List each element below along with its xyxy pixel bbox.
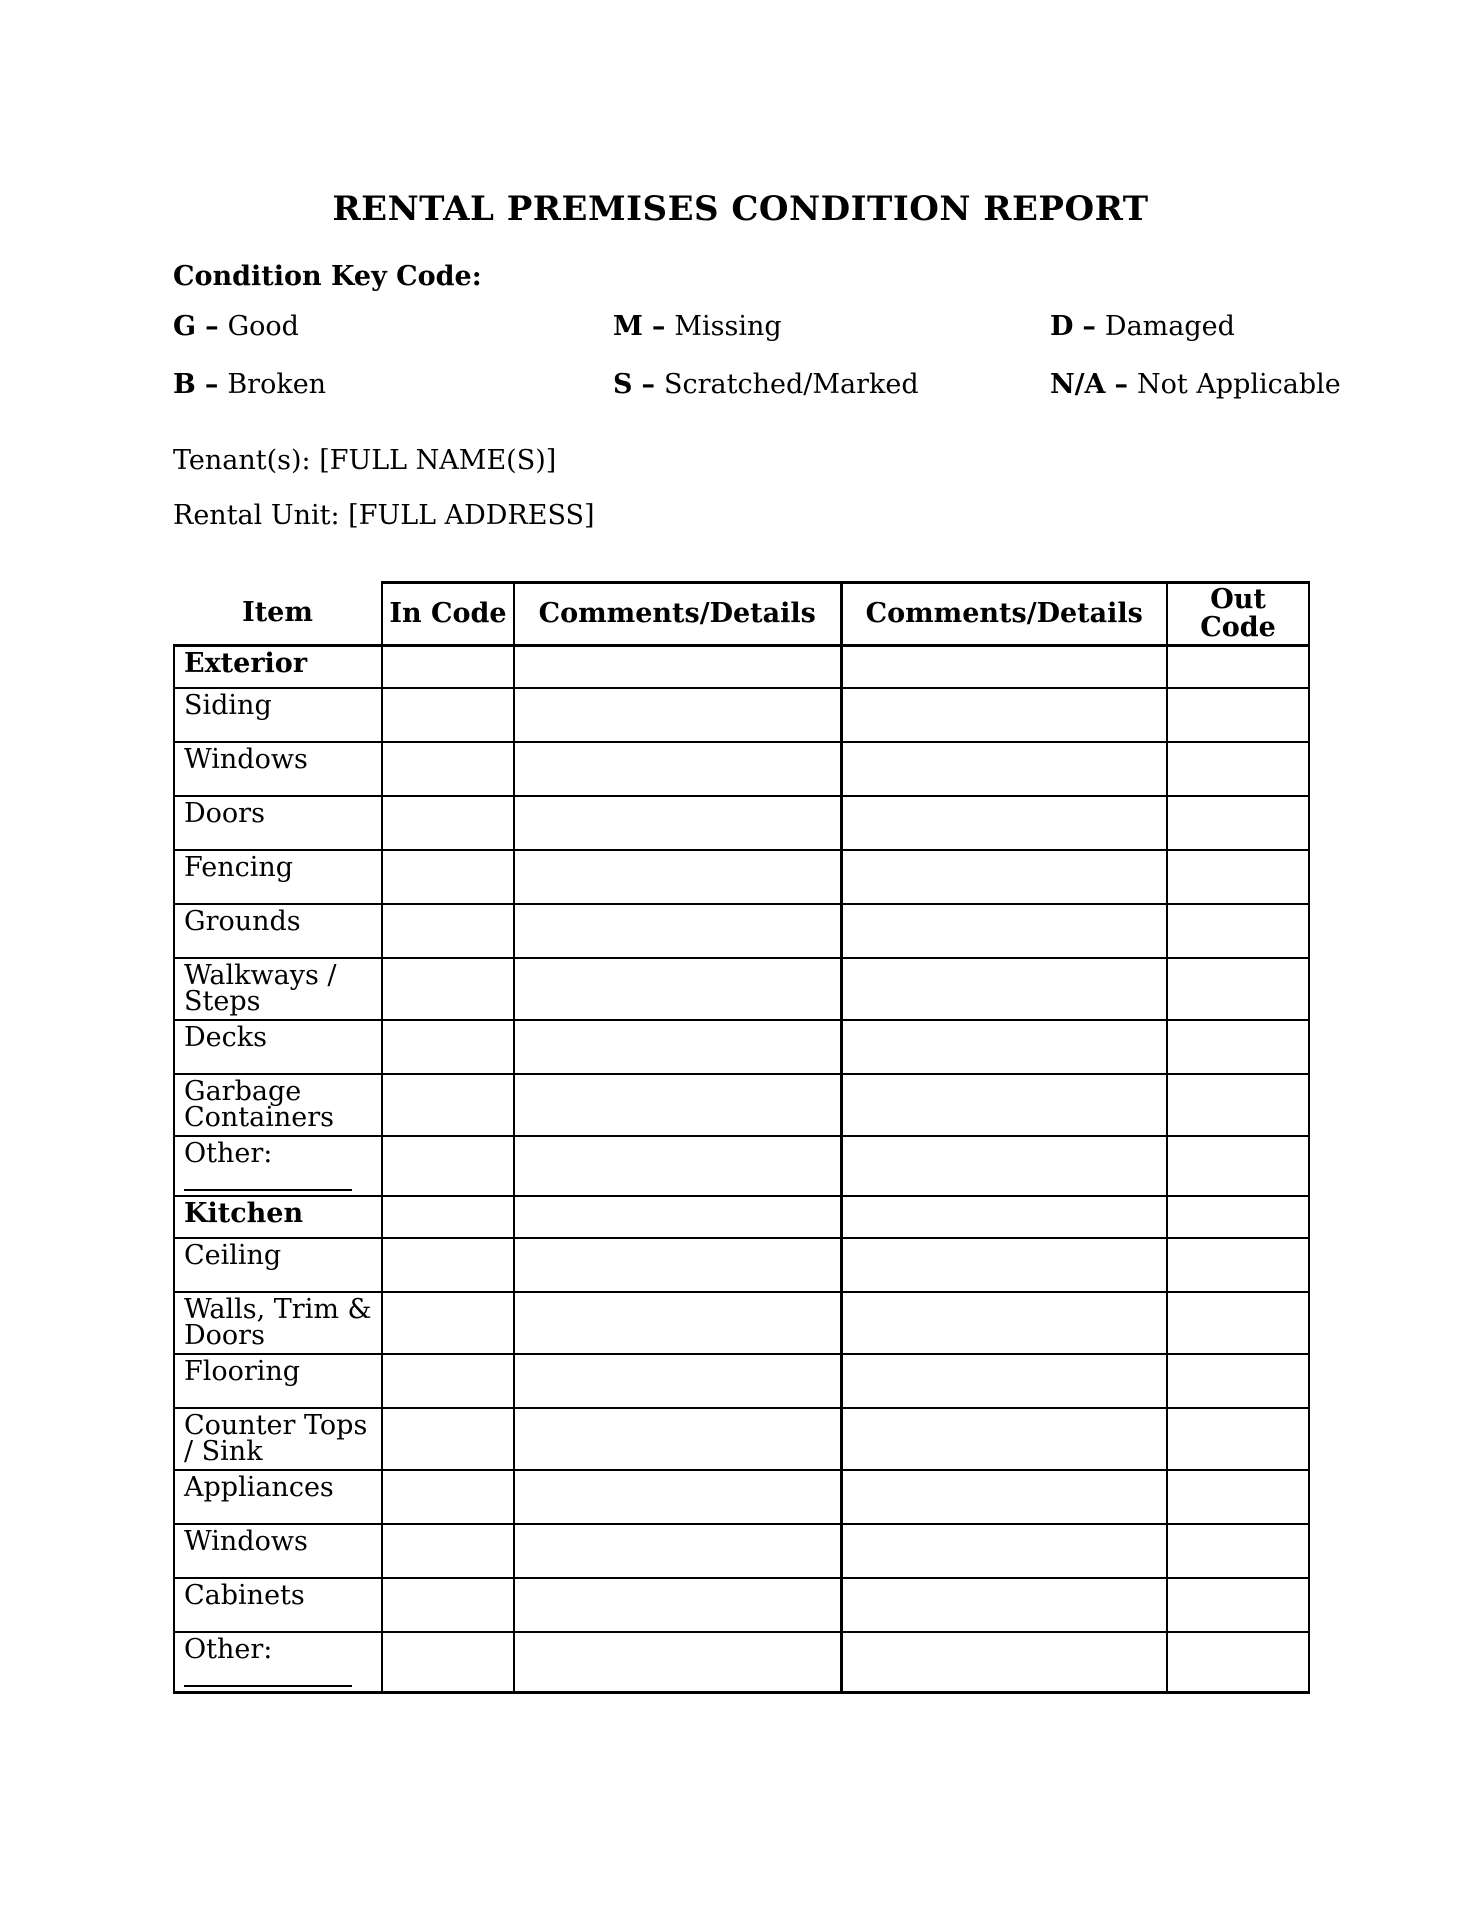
item-cell — [174, 1136, 382, 1196]
out-code-cell — [1167, 1524, 1309, 1578]
key-code-entry — [173, 312, 613, 342]
in-code-cell — [382, 1196, 514, 1238]
out-code-cell — [1167, 1578, 1309, 1632]
comments-out-cell — [841, 742, 1167, 796]
item-cell — [174, 1020, 382, 1074]
key-code-letter: S — [613, 369, 633, 400]
key-code-label: Good — [227, 311, 299, 342]
in-code-cell — [382, 904, 514, 958]
item-label: Garbage Containers — [184, 1075, 335, 1133]
key-code-dash: – — [204, 369, 219, 400]
table-row — [174, 1578, 1309, 1632]
in-code-cell — [382, 1074, 514, 1136]
comments-out-cell — [841, 1196, 1167, 1238]
out-code-cell — [1167, 646, 1309, 688]
document-title: RENTAL PREMISES CONDITION REPORT — [332, 189, 1149, 229]
item-cell — [174, 1578, 382, 1632]
comments-in-cell — [514, 1020, 841, 1074]
out-code-cell — [1167, 796, 1309, 850]
item-cell — [174, 1196, 382, 1238]
comments-in-cell — [514, 1578, 841, 1632]
table-row — [174, 646, 1309, 688]
item-cell — [174, 1524, 382, 1578]
out-code-cell — [1167, 1292, 1309, 1354]
key-code-dash: – — [1114, 369, 1128, 400]
table-row — [174, 1354, 1309, 1408]
in-code-cell — [382, 1470, 514, 1524]
comments-out-cell — [841, 1074, 1167, 1136]
in-code-cell — [382, 958, 514, 1020]
in-code-cell — [382, 1292, 514, 1354]
item-label: Walls, Trim & Doors — [184, 1293, 372, 1351]
tenants-line: Tenant(s): [FULL NAME(S)] — [173, 445, 557, 476]
document-content — [173, 0, 1341, 1694]
comments-out-cell — [841, 1408, 1167, 1470]
out-code-cell — [1167, 1238, 1309, 1292]
key-code-dash: – — [641, 369, 655, 400]
in-code-cell — [382, 688, 514, 742]
table-row — [174, 958, 1309, 1020]
comments-in-cell — [514, 1292, 841, 1354]
item-cell — [174, 1354, 382, 1408]
item-cell — [174, 958, 382, 1020]
item-label: Siding — [184, 689, 272, 721]
comments-out-cell — [841, 1354, 1167, 1408]
comments-in-cell — [514, 1632, 841, 1693]
item-cell — [174, 796, 382, 850]
in-code-cell — [382, 1632, 514, 1693]
key-code-heading: Condition Key Code: — [173, 261, 482, 292]
item-cell — [174, 1074, 382, 1136]
comments-in-cell — [514, 850, 841, 904]
in-code-cell — [382, 1578, 514, 1632]
item-label: Cabinets — [184, 1579, 305, 1611]
key-code-entry — [613, 370, 1050, 400]
key-code-dash: – — [205, 311, 219, 342]
comments-out-cell — [841, 850, 1167, 904]
key-code-label: Missing — [674, 311, 782, 342]
item-cell — [174, 1408, 382, 1470]
item-label: Counter Tops / Sink — [184, 1409, 368, 1467]
item-label: Windows — [184, 1525, 308, 1557]
item-label: Fencing — [184, 851, 294, 883]
in-code-cell — [382, 1354, 514, 1408]
item-cell — [174, 646, 382, 688]
item-label: Ceiling — [184, 1239, 282, 1271]
comments-out-cell — [841, 1578, 1167, 1632]
in-code-cell — [382, 742, 514, 796]
table-row — [174, 1470, 1309, 1524]
out-code-cell — [1167, 904, 1309, 958]
key-code-dash: – — [651, 311, 666, 342]
table-row — [174, 796, 1309, 850]
comments-in-cell — [514, 1136, 841, 1196]
key-code-label: Not Applicable — [1137, 369, 1341, 400]
item-cell — [174, 1470, 382, 1524]
column-header-out-code: Out Code — [1167, 583, 1309, 646]
key-code-letter: D — [1050, 311, 1074, 342]
out-code-cell — [1167, 1074, 1309, 1136]
in-code-cell — [382, 796, 514, 850]
table-row — [174, 1632, 1309, 1693]
out-code-cell — [1167, 688, 1309, 742]
item-label: Flooring — [184, 1355, 301, 1387]
comments-in-cell — [514, 796, 841, 850]
table-row — [174, 1196, 1309, 1238]
comments-out-cell — [841, 1470, 1167, 1524]
in-code-cell — [382, 646, 514, 688]
key-code-entry — [1050, 370, 1341, 400]
item-label: Decks — [184, 1021, 267, 1053]
comments-in-cell — [514, 1196, 841, 1238]
in-code-cell — [382, 1524, 514, 1578]
column-header-item: Item — [174, 583, 382, 646]
item-label: Other: — [184, 1633, 273, 1665]
column-header-comments-in: Comments/Details — [514, 583, 841, 646]
table-row — [174, 1238, 1309, 1292]
out-code-cell — [1167, 1136, 1309, 1196]
table-header-row — [174, 583, 1309, 646]
comments-out-cell — [841, 958, 1167, 1020]
item-cell — [174, 1238, 382, 1292]
key-code-entry — [613, 312, 1050, 342]
item-cell — [174, 904, 382, 958]
comments-out-cell — [841, 1292, 1167, 1354]
comments-out-cell — [841, 688, 1167, 742]
in-code-cell — [382, 1136, 514, 1196]
comments-out-cell — [841, 904, 1167, 958]
table-row — [174, 742, 1309, 796]
out-code-cell — [1167, 1408, 1309, 1470]
comments-in-cell — [514, 688, 841, 742]
item-label: Exterior — [184, 648, 308, 679]
key-code-label: Broken — [227, 369, 327, 400]
item-cell — [174, 688, 382, 742]
item-label: Appliances — [184, 1471, 334, 1503]
key-code-letter: G — [173, 311, 197, 342]
out-code-cell — [1167, 850, 1309, 904]
key-code-label: Scratched/Marked — [664, 369, 919, 400]
comments-out-cell — [841, 1524, 1167, 1578]
table-row — [174, 1136, 1309, 1196]
out-code-cell — [1167, 1020, 1309, 1074]
in-code-cell — [382, 850, 514, 904]
comments-in-cell — [514, 646, 841, 688]
table-row — [174, 850, 1309, 904]
comments-in-cell — [514, 742, 841, 796]
key-code-letter: B — [173, 369, 196, 400]
comments-in-cell — [514, 1238, 841, 1292]
column-header-comments-out: Comments/Details — [841, 583, 1167, 646]
comments-out-cell — [841, 1238, 1167, 1292]
out-code-cell — [1167, 1470, 1309, 1524]
item-label: Grounds — [184, 905, 301, 937]
out-code-cell — [1167, 742, 1309, 796]
key-code-letter: M — [613, 311, 643, 342]
key-code-entry — [173, 370, 613, 400]
item-label: Windows — [184, 743, 308, 775]
key-code-entry — [1050, 312, 1341, 342]
out-code-cell — [1167, 1354, 1309, 1408]
column-header-in-code: In Code — [382, 583, 514, 646]
comments-out-cell — [841, 1136, 1167, 1196]
comments-in-cell — [514, 1074, 841, 1136]
item-cell — [174, 1632, 382, 1693]
out-code-cell — [1167, 1196, 1309, 1238]
comments-in-cell — [514, 1470, 841, 1524]
write-in-blank-line — [184, 1663, 352, 1687]
comments-out-cell — [841, 646, 1167, 688]
comments-out-cell — [841, 1020, 1167, 1074]
rental-unit-line: Rental Unit: [FULL ADDRESS] — [173, 500, 595, 531]
comments-in-cell — [514, 1354, 841, 1408]
item-label: Other: — [184, 1137, 273, 1169]
comments-in-cell — [514, 904, 841, 958]
in-code-cell — [382, 1408, 514, 1470]
table-row — [174, 688, 1309, 742]
table-row — [174, 904, 1309, 958]
item-label: Walkways / Steps — [184, 959, 337, 1017]
item-cell — [174, 1292, 382, 1354]
key-code-dash: – — [1082, 311, 1096, 342]
item-label: Kitchen — [184, 1197, 304, 1229]
comments-out-cell — [841, 796, 1167, 850]
condition-table-body — [174, 646, 1309, 1693]
key-code-label: Damaged — [1104, 311, 1235, 342]
in-code-cell — [382, 1238, 514, 1292]
table-row — [174, 1524, 1309, 1578]
out-code-cell — [1167, 1632, 1309, 1693]
item-cell — [174, 742, 382, 796]
table-row — [174, 1292, 1309, 1354]
condition-table — [173, 581, 1310, 1694]
comments-in-cell — [514, 1524, 841, 1578]
out-code-cell — [1167, 958, 1309, 1020]
comments-in-cell — [514, 958, 841, 1020]
key-code-legend — [173, 311, 1341, 400]
table-row — [174, 1408, 1309, 1470]
table-row — [174, 1074, 1309, 1136]
table-row — [174, 1020, 1309, 1074]
write-in-blank-line — [184, 1167, 352, 1191]
key-code-letter: N/A — [1050, 369, 1106, 400]
item-cell — [174, 850, 382, 904]
comments-in-cell — [514, 1408, 841, 1470]
in-code-cell — [382, 1020, 514, 1074]
item-label: Doors — [184, 797, 265, 829]
comments-out-cell — [841, 1632, 1167, 1693]
